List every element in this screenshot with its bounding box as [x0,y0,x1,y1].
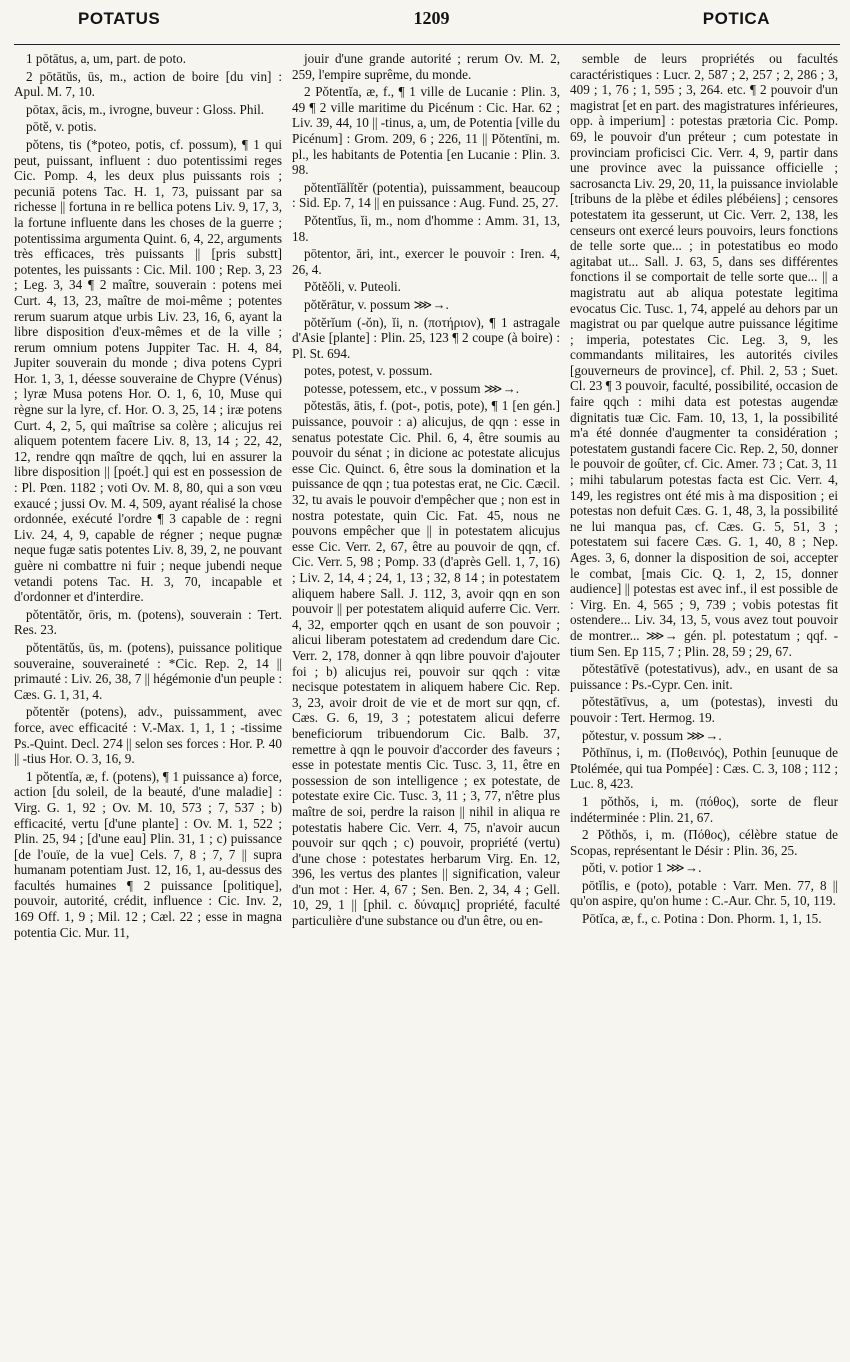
dictionary-entry: pŏtestātīvus, a, um (potestas), investi du pouvoir : Tert. Hermog. 19. [570,694,838,725]
dictionary-entry: potesse, potessem, etc., v possum ⋙→. [304,380,520,396]
dictionary-entry: pŏtens, tis (*poteo, potis, cf. possum), ¶ 1 qui peut, puissant, influent : duo potentissimi reges Cic. Pomp. 4, les deux plus puissants rois ; pecuniā potens Tac. H. 1, 73, puissant par sa richesse || fortuna in re bellica potens Liv. 9, 17, 3, la fortune influente dans les choses de la guerre ; potentissima argumenta Quint. 6, 4, 22, arguments très efficaces, très puissants || [pris substt] potentes, les puissants : Cic. Mil. 100 ; Rep. 3, 23 ; Leg. 3, 34 ¶ 2 maître, souverain : potens mei Curt. 4, 13, 23, maître de moi-même ; potentes rerum suarum atque urbis Liv. 23, 16, 6, ayant la libre disposition d'eux-mêmes et de la ville ; rerum omnium potens Juppiter Tac. H. 4, 84, Jupiter souverain du monde ; diva potens Cypri Hor. 1, 3, 1, déesse souveraine de Chypre (Vénus) ; lyræ Musa potens Hor. O. 1, 6, 10, Muse qui règne sur la lyre, cf. Hor. O. 3, 25, 14 ; iræ potens Curt. 4, 2, 5, qui maîtrise sa colère ; alicujus rei aliquem potentem facere Liv. 8, 13, 14 ; 22, 42, 12, rendre qqn maître de qqch, lui en assurer la libre disposition || [poét.] qui est en possession de : Pl. Pœn. 1182 ; voti Ov. M. 8, 80, qui a son vœu exaucé ; jussi Ov. M. 4, 509, ayant réalisé la chose ordonnée, exécuté l'ordre ¶ 3 capable de : regni Liv. 24, 4, 9, capable de régner ; neque pugnæ neque fugæ satis potentes Liv. 8, 39, 2, ne pouvant guère ni combattre ni fuir ; neque jubendi neque vetandi potens Tac. H. 3, 70, incapable et d'ordonner et d'interdire. [14,136,282,605]
dictionary-entry: pōtĭlis, e (poto), potable : Varr. Men. 77, 8 || qu'on aspire, qu'on hume : C.-Aur. Chr. 5, 10, 119. [570,877,838,909]
running-head-left: POTATUS [78,9,161,28]
dictionary-entry: pōtĕ, v. potis. [26,119,97,135]
column-3 [570,51,838,1351]
dictionary-entry: Pŏthīnus, i, m. (Ποθεινός), Pothin [eunuque de Ptolémée, qui tua Pompée] : Cæs. C. 3, 108 ; 112 ; Luc. 8, 423. [570,745,838,792]
dictionary-entry: 1 pŏthŏs, i, m. (πόθος), sorte de fleur indéterminée : Plin. 21, 67. [570,793,838,825]
columns [14,51,840,1351]
column-1 [14,51,282,1351]
dictionary-entry: pŏtentĕr (potens), adv., puissamment, avec force, avec efficacité : V.-Max. 1, 1, 1 ; -tissime Ps.-Quint. Decl. 274 || selon ses forces : Hor. P. 40 || -tius Hor. O. 3, 16, 9. [14,704,282,767]
dictionary-entry: 1 pōtātus, a, um, part. de poto. [26,51,187,66]
dictionary-entry: 2 Pŏtentĭa, æ, f., ¶ 1 ville de Lucanie : Plin. 3, 49 ¶ 2 ville maritime du Picénum : Cic. Har. 62 ; Liv. 39, 44, 10 || -tinus, a, um, de Potentia [ville du Picénum] : Grom. 209, 6 ; 226, 11 || Pŏtentīni, m. pl., les habitants de Potentia [en Lucanie : Plin. 3. 98. [292,84,560,178]
dictionary-entry: potes, potest, v. possum. [304,363,433,379]
running-head-right: POTICA [702,9,770,28]
dictionary-entry: pŏtĕrĭum (-ŏn), ĭi, n. (ποτήριον), ¶ 1 astragale d'Asie [plante] : Plin. 25, 123 ¶ 2 coupe (à boire) : Pl. St. 694. [292,314,560,361]
dictionary-entry: pōtax, ācis, m., ivrogne, buveur : Gloss. Phil. [26,101,265,117]
dictionary-entry: 2 Pŏthŏs, i, m. (Πόθος), célèbre statue de Scopas, représentant le Désir : Plin. 36, 25. [570,827,838,858]
dictionary-entry: pōtentor, āri, int., exercer le pouvoir : Iren. 4, 26, 4. [292,246,560,277]
dictionary-entry: pŏti, v. potior 1 ⋙→. [582,860,702,876]
dictionary-entry: 2 pōtātŭs, ūs, m., action de boire [du vin] : Apul. M. 7, 10. [14,68,282,100]
dictionary-entry: 1 pŏtentĭa, æ, f. (potens), ¶ 1 puissance a) force, action [du soleil, de la beauté, d'une maladie] : Virg. G. 1, 92 ; Ov. M. 10, 573 ; 7, 537 ; b) efficacité, vertu [d'une plante] : Ov. M. 1, 522 ; Plin. 25, 94 ; [d'une eau] Plin. 31, 1 ; c) puissance [de l'ouïe, de la vue] Cels. 7, 8 ; 7, 7 || supra humanam potentiam Just. 12, 16, 1, au-dessus des facultés humaines ¶ 2 puissance [politique], pouvoir, autorité, crédit, influence : Cic. Inv. 2, 169 Off. 1, 9 ; Mil. 12 ; Cæl. 22 ; esse in magna potentia Cic. Mur. 11, [14,768,282,940]
dictionary-entry: jouir d'une grande autorité ; rerum Ov. M. 2, 259, l'empire suprême, du monde. [292,51,560,82]
column-2 [292,51,560,1351]
dictionary-entry: pŏtĕrātur, v. possum ⋙→. [304,296,449,312]
dictionary-entry: pŏtentātŭs, ūs, m. (potens), puissance politique souveraine, souveraineté : *Cic. Rep. 2, 14 || primauté : Liv. 26, 38, 7 || hégémonie d'un peuple : Cæs. G. 1, 31, 4. [14,639,282,702]
dictionary-entry: Pōtĭca, æ, f., c. Potina : Don. Phorm. 1, 1, 15. [582,911,822,927]
dictionary-entry: pŏtestur, v. possum ⋙→. [582,727,722,743]
dictionary-entry: semble de leurs propriétés ou facultés caractéristiques : Lucr. 2, 587 ; 2, 257 ; 2, 286 ; 3, 409 ; 1, 76 ; 1, 595 ; 3, 264. etc. ¶ 2 pouvoir d'un magistrat [et en part. des magistratures inférieures, opp. à imperium] : potestas prætoria Cic. Pomp. 69, le pouvoir d'un préteur ; cum potestate in provinciam proficisci Cic. Verr. 4, 9, partir dans une province avec la puissance officielle ; sacrosancta Liv. 29, 20, 11, la puissance inviolable [tribuns de la plèbe et édiles plébéiens] ; censores potestatem ita gesserunt, ut Cic. Verr. 2, 138, les censeurs ont exercé leurs pouvoirs, leurs fonctions de telle sorte que... ; in potestatibus eo modo agitabat ut... Sall. J. 63, 5, dans ses différentes fonctions il se comportait de telle sorte que... || a magistratu aut ab aliqua potestate legitima evocatus Cic. Tusc. 1, 74, appelé au dehors par un magistrat ou par quelque autre puissance légitime ; imperia, potestates Cic. Leg. 3, 9, les commandants militaires, les autorités civiles [gouverneurs de province], cf. Phil. 2, 53 ; Suet. Cl. 23 ¶ 3 pouvoir, faculté, possibilité, occasion de faire qqch : mihi data est potestas augendæ dignitatis tuæ Cic. Fam. 10, 13, 1, la possibilité m'a été donnée d'augmenter ta considération ; potestatem gustandi facere Cic. Rep. 2, 50, donner le pouvoir de goûter, cf. Cic. Amer. 73 ; Cat. 3, 11 ; mihi tabularum potestas facta est Cic. Verr. 4, 149, les registres ont été mis à ma disposition ; ei potestas non defuit Cæs. G. 1, 48, 3, la possibilité ne lui manqua pas, cf. Cæs. G. 5, 51, 3 ; potestatem sui facere Cæs. G. 1, 40, 8 ; Nep. Ages. 3, 6, donner la disposition de soi, accepter le combat, [mais Cic. Q. 1, 2, 15, donner audience] || potestas est avec inf., il est possible de : Virg. En. 4, 565 ; 9, 739 ; vobis potestas fit ostendere... Liv. 34, 13, 5, vous avez tout pouvoir de montrer... ⋙→ gén. pl. potestatum ; qqf. -tium Sen. Ep 115, 7 ; Plin. 28, 59 ; 29, 67. [570,51,838,659]
dictionary-entry: pŏtentĭālĭtĕr (potentia), puissamment, beaucoup : Sid. Ep. 7, 14 || en puissance : Aug. Fund. 25, 27. [292,179,560,211]
dictionary-entry: pŏtestās, ātis, f. (pot-, potis, pote), ¶ 1 [en gén.] puissance, pouvoir : a) alicujus, de qqn : esse in senatus potestate Cic. Phil. 6, 4, être soumis au pouvoir du sénat ; in dicione ac potestate alicujus esse Cic. Quinct. 6, être sous la domination et la puissance de qqn ; tua potestas erat, ne Cic. Cæcil. 32, tu avais le pouvoir d'empêcher que ; non est in nostra potestate, quin Cic. Fat. 45, nous ne pouvons empêcher que || in potestatem alicujus esse Cic. Verr. 2, 67, être au pouvoir de qqn, cf. Cic. Verr. 5, 98 ; Pomp. 33 (d'après Gell. 1, 7, 16) ; Liv. 2, 14, 4 ; 24, 1, 13 ; 32, 8 14 ; in potestatem aliquem habere Sall. J. 112, 3, avoir qqn en son pouvoir || per potestatem aliquid auferre Cic. Verr. 4, 32, emporter qqch en usant de son pouvoir ; alicui liberam potestatem ad credendum dare Cic. Verr. 2, 178, donner à qqn libre pouvoir d'ajouter foi ; b) alicujus rei, pouvoir sur qqch : vitæ necisque potestatem in aliquem habere Cic. Rep. 3, 23, avoir droit de vie et de mort sur qqn, cf. Cæs. G. 6, 19, 3 ; potestatem alicui deferre beneficiorum tribuendorum Cic. Balb. 37, remettre à qqn le pouvoir d'accorder des faveurs ; esse in potestate mentis Cic. Tusc. 3, 11, être en possession de son intelligence ; ex potestate, de potestate exire Cic. Tusc. 3, 11 ; 3, 77, n'être plus maître de soi, perdre la raison || nihil in aliqua re potestatis habere Cic. Verr. 4, 75, n'avoir aucun pouvoir sur qqch ; c) pouvoir, propriété (vertu) d'une chose : potestates herbarum Virg. En. 12, 396, les vertus des plantes || signification, valeur d'un mot : Her. 4, 67 ; Sen. Ben. 2, 34, 4 ; Gell. 10, 29, 1 || [phil. c. δύναμις] propriété, faculté particulière d'une substance ou d'un être, ou en- [292,398,560,929]
dictionary-entry: pŏtentātŏr, ōris, m. (potens), souverain : Tert. Res. 23. [14,606,282,638]
dictionary-entry: Pŏtĕŏli, v. Puteoli. [304,279,401,295]
page-number: 1209 [413,8,450,28]
dictionary-entry: pŏtestātīvē (potestativus), adv., en usant de sa puissance : Ps.-Cypr. Cen. init. [570,661,838,692]
running-header [14,8,840,45]
dictionary-entry: Pŏtentĭus, ĭi, m., nom d'homme : Amm. 31, 13, 18. [292,212,560,244]
